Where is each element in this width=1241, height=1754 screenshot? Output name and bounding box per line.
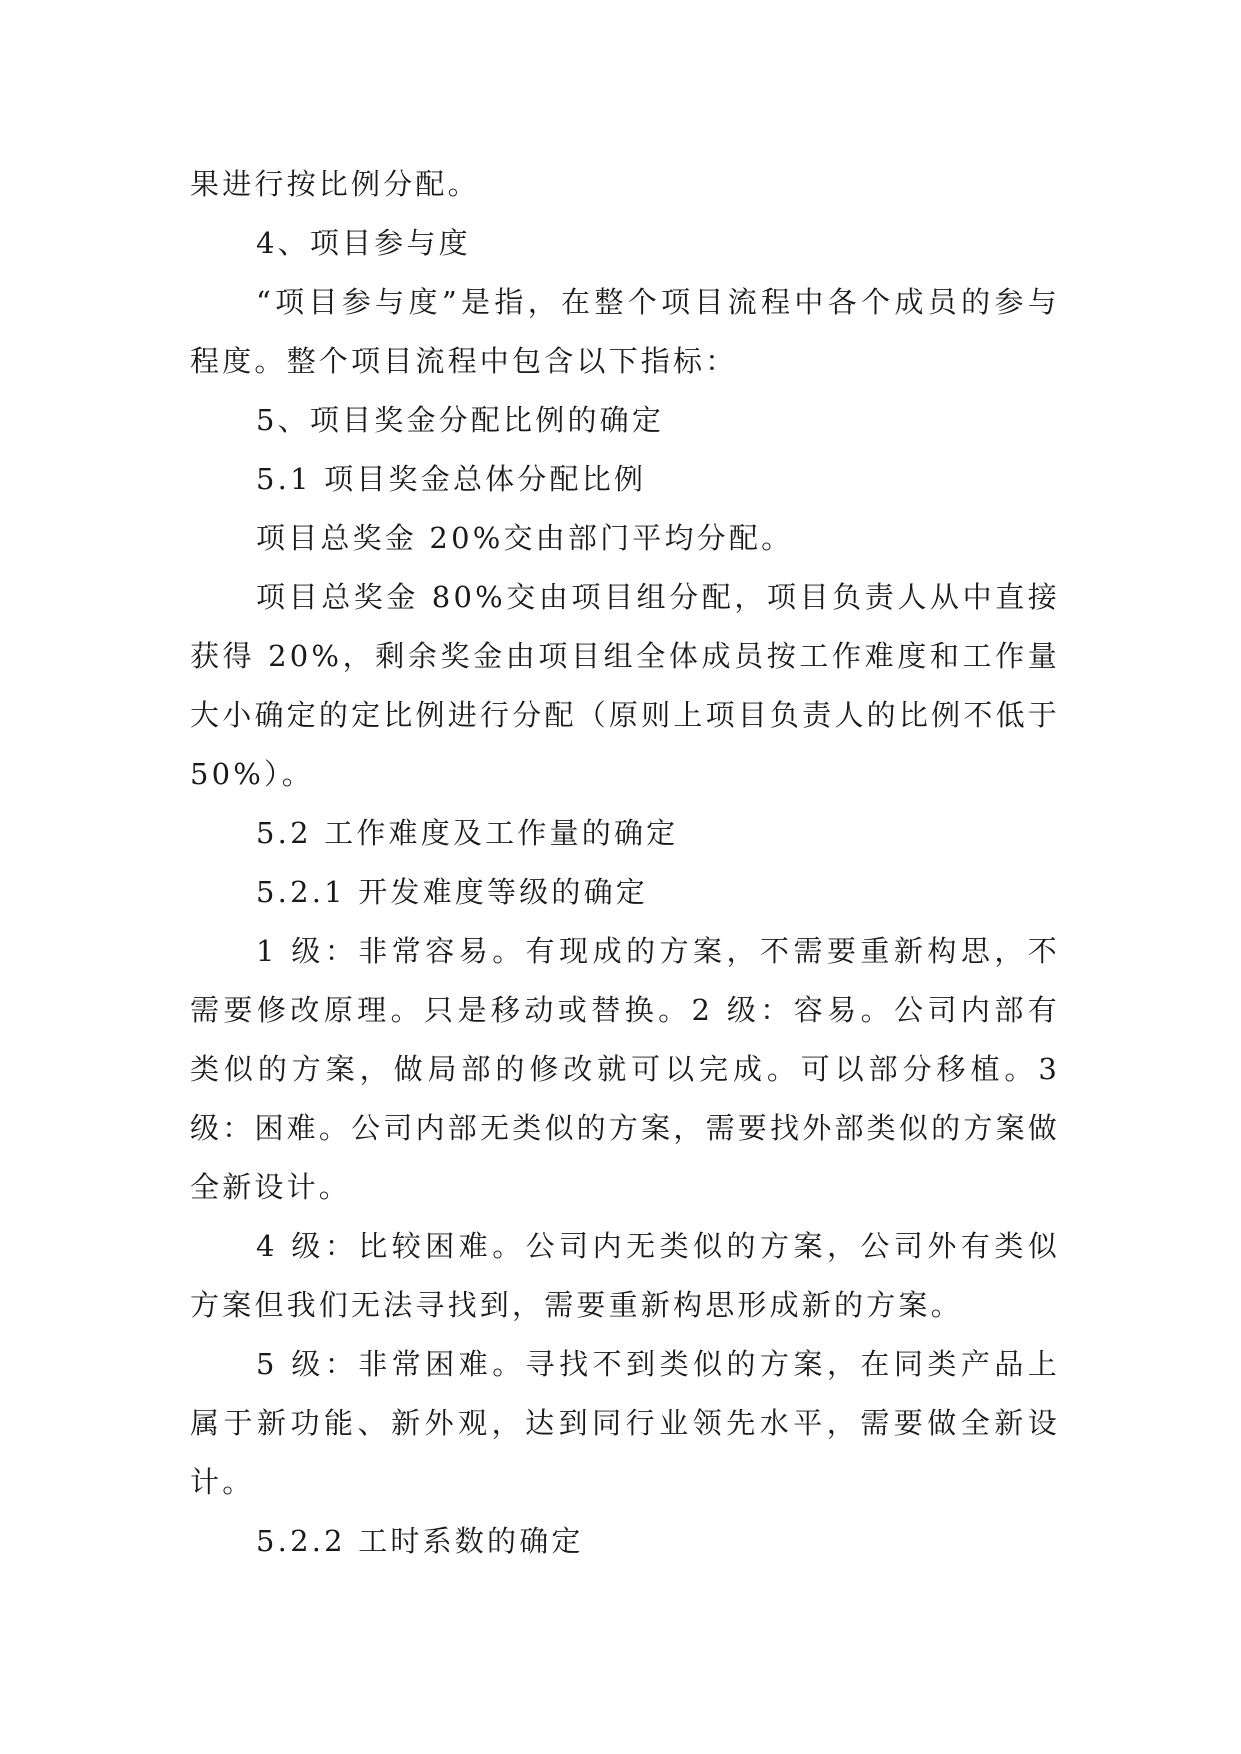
- paragraph-levels-1-3: 1 级：非常容易。有现成的方案，不需要重新构思，不需要修改原理。只是移动或替换。2 级：容易。公司内部有类似的方案，做局部的修改就可以完成。可以部分移植。3 级：困难。公司内部无类似的方案，需要找外部类似的方案做全新设计。: [190, 934, 1060, 1204]
- paragraph-department-share: 项目总奖金 20%交由部门平均分配。: [256, 521, 794, 555]
- document-body: [190, 155, 1060, 1571]
- heading-overall-ratio: 5.1 项目奖金总体分配比例: [256, 462, 647, 496]
- heading-difficulty-levels: 5.2.1 开发难度等级的确定: [256, 875, 649, 909]
- paragraph-level-4: 4 级：比较困难。公司内无类似的方案，公司外有类似方案但我们无法寻找到，需要重新构思形成新的方案。: [190, 1229, 1060, 1322]
- heading-work-hour-coefficient: 5.2.2 工时系数的确定: [256, 1524, 584, 1558]
- paragraph-participation-definition: “项目参与度”是指，在整个项目流程中各个成员的参与程度。整个项目流程中包含以下指标：: [190, 285, 1060, 378]
- paragraph-team-share: 项目总奖金 80%交由项目组分配，项目负责人从中直接获得 20%，剩余奖金由项目组全体成员按工作难度和工作量大小确定的定比例进行分配（原则上项目负责人的比例不低于 50%）。: [190, 580, 1060, 791]
- paragraph-continuation: 果进行按比例分配。: [190, 167, 480, 201]
- heading-project-participation: 4、项目参与度: [256, 226, 471, 260]
- heading-difficulty-workload: 5.2 工作难度及工作量的确定: [256, 816, 679, 850]
- heading-bonus-ratio: 5、项目奖金分配比例的确定: [256, 403, 665, 437]
- paragraph-level-5: 5 级：非常困难。寻找不到类似的方案，在同类产品上属于新功能、新外观，达到同行业领先水平，需要做全新设计。: [190, 1347, 1060, 1499]
